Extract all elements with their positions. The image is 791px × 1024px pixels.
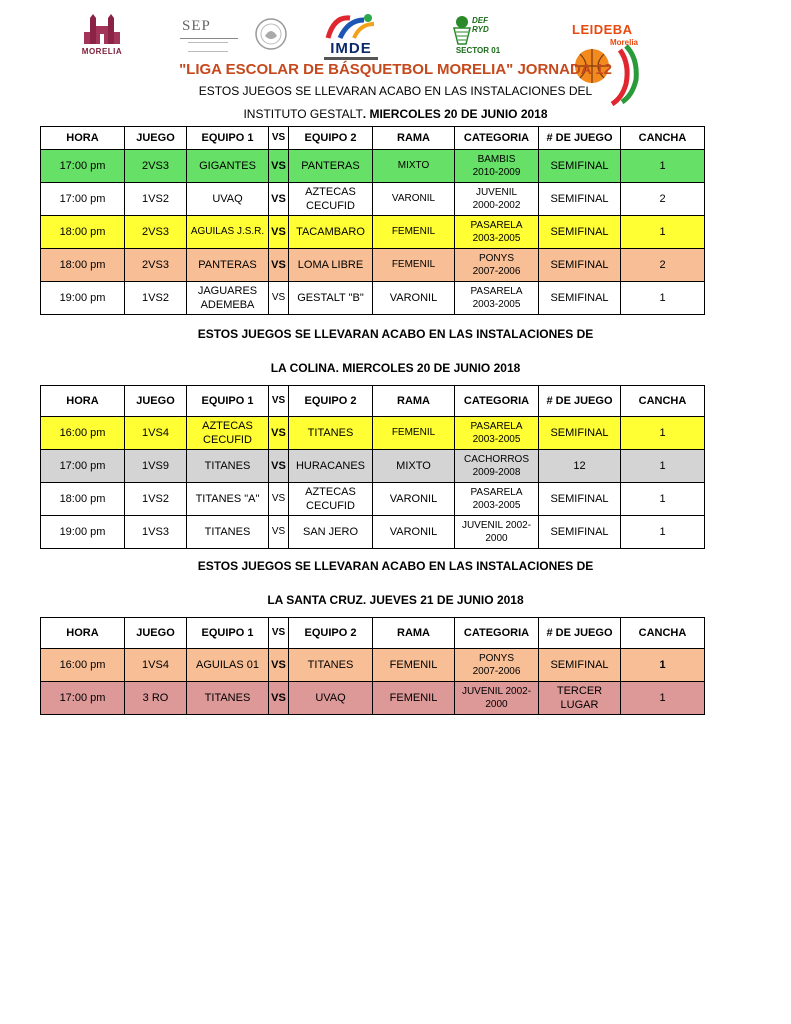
table-cell: 1	[621, 417, 705, 450]
table-row	[41, 516, 705, 549]
table-cell: JUEGO	[125, 618, 187, 649]
table-cell: FEMENIL	[373, 249, 455, 282]
table-cell: CATEGORIA	[455, 386, 539, 417]
table-row	[41, 249, 705, 282]
table-cell: TITANES	[187, 682, 269, 715]
national-seal-icon	[254, 16, 288, 56]
table-cell: # DE JUEGO	[539, 618, 621, 649]
table-cell: 1	[621, 649, 705, 682]
table-cell: 1	[621, 483, 705, 516]
table-cell: JAGUARES ADEMEBA	[187, 282, 269, 315]
table-cell: VS	[269, 516, 289, 549]
table-row	[41, 682, 705, 715]
table-cell: 18:00 pm	[41, 216, 125, 249]
morelia-logo: MORELIA	[76, 14, 128, 62]
venue-heading-colina-2: LA COLINA. MIERCOLES 20 DE JUNIO 2018	[270, 361, 521, 375]
table-cell: 2	[621, 249, 705, 282]
table-cell: AZTECAS CECUFID	[289, 183, 373, 216]
table-cell: 17:00 pm	[41, 150, 125, 183]
table-cell: 17:00 pm	[41, 450, 125, 483]
table-cell: UVAQ	[289, 682, 373, 715]
table-cell: 1VS2	[125, 183, 187, 216]
table-row	[41, 649, 705, 682]
venue-heading-santa-cruz-2: LA SANTA CRUZ. JUEVES 21 DE JUNIO 2018	[267, 593, 524, 607]
table-cell: VS	[269, 618, 289, 649]
table-cell: SEMIFINAL	[539, 417, 621, 450]
table-cell: BAMBIS 2010-2009	[455, 150, 539, 183]
table-cell: VS	[269, 216, 289, 249]
table-cell: MIXTO	[373, 150, 455, 183]
table-cell: FEMENIL	[373, 216, 455, 249]
table-cell: 16:00 pm	[41, 649, 125, 682]
table-cell: AZTECAS CECUFID	[187, 417, 269, 450]
table-cell: 1	[621, 216, 705, 249]
table-cell: 1	[621, 450, 705, 483]
table-cell: TITANES	[289, 417, 373, 450]
table-row	[41, 450, 705, 483]
table-cell: VS	[269, 150, 289, 183]
leideba-logo: LEIDEBA Morelia	[566, 18, 648, 110]
table-cell: # DE JUEGO	[539, 127, 621, 150]
table-cell: FEMENIL	[373, 682, 455, 715]
table-cell: CANCHA	[621, 386, 705, 417]
table-cell: RAMA	[373, 386, 455, 417]
table-cell: VARONIL	[373, 183, 455, 216]
table-cell: UVAQ	[187, 183, 269, 216]
table-cell: HURACANES	[289, 450, 373, 483]
table-cell: LOMA LIBRE	[289, 249, 373, 282]
table-cell: PONYS 2007-2006	[455, 649, 539, 682]
page-title: "LIGA ESCOLAR DE BÁSQUETBOL MORELIA" JORNADA 12	[179, 61, 612, 78]
table-cell: TERCER LUGAR	[539, 682, 621, 715]
table-cell: EQUIPO 2	[289, 618, 373, 649]
table-cell: VS	[269, 183, 289, 216]
table-cell: JUVENIL 2000-2002	[455, 183, 539, 216]
table-cell: EQUIPO 1	[187, 127, 269, 150]
table-cell: VS	[269, 682, 289, 715]
schedule-table-santa-cruz	[40, 617, 705, 715]
table-cell: EQUIPO 2	[289, 386, 373, 417]
table-cell: 19:00 pm	[41, 282, 125, 315]
table-cell: 2VS3	[125, 249, 187, 282]
table-cell: FEMENIL	[373, 417, 455, 450]
table-cell: PASARELA 2003-2005	[455, 417, 539, 450]
table-cell: 17:00 pm	[41, 183, 125, 216]
table-row	[41, 417, 705, 450]
table-cell: 1VS4	[125, 649, 187, 682]
table-cell: 1	[621, 150, 705, 183]
table-cell: # DE JUEGO	[539, 386, 621, 417]
schedule-table-colina	[40, 385, 705, 549]
table-cell: PANTERAS	[289, 150, 373, 183]
table-cell: 19:00 pm	[41, 516, 125, 549]
sector-01-logo: DEF RYD SECTOR 01	[448, 12, 506, 62]
table-cell: 1VS4	[125, 417, 187, 450]
table-cell: HORA	[41, 127, 125, 150]
table-row	[41, 183, 705, 216]
table-cell: TITANES	[187, 516, 269, 549]
schedule-table-gestalt	[40, 126, 705, 315]
table-cell: RAMA	[373, 127, 455, 150]
table-cell: 2	[621, 183, 705, 216]
imde-logo: IMDE	[320, 12, 382, 62]
table-cell: GESTALT "B"	[289, 282, 373, 315]
table-cell: TACAMBARO	[289, 216, 373, 249]
table-cell: EQUIPO 1	[187, 618, 269, 649]
table-cell: EQUIPO 2	[289, 127, 373, 150]
table-cell: VS	[269, 483, 289, 516]
table-cell: HORA	[41, 618, 125, 649]
table-cell: SEMIFINAL	[539, 249, 621, 282]
table-cell: GIGANTES	[187, 150, 269, 183]
table-cell: 1	[621, 516, 705, 549]
table-cell: 1VS3	[125, 516, 187, 549]
table-cell: PANTERAS	[187, 249, 269, 282]
table-cell: TITANES	[187, 450, 269, 483]
table-cell: SAN JERO	[289, 516, 373, 549]
table-row	[41, 150, 705, 183]
table-cell: SEMIFINAL	[539, 483, 621, 516]
table-cell: 12	[539, 450, 621, 483]
table-cell: SEMIFINAL	[539, 150, 621, 183]
table-cell: HORA	[41, 386, 125, 417]
table-cell: 2VS3	[125, 150, 187, 183]
table-cell: 17:00 pm	[41, 682, 125, 715]
table-cell: 18:00 pm	[41, 249, 125, 282]
table-cell: SEMIFINAL	[539, 216, 621, 249]
table-cell: VS	[269, 249, 289, 282]
table-cell: AGUILAS 01	[187, 649, 269, 682]
venue-line-1: ESTOS JUEGOS SE LLEVARAN ACABO EN LAS INSTALACIONES DEL	[198, 84, 593, 98]
table-header	[41, 127, 705, 150]
table-cell: PASARELA 2003-2005	[455, 483, 539, 516]
table-cell: SEMIFINAL	[539, 516, 621, 549]
table-cell: 1VS9	[125, 450, 187, 483]
table-row	[41, 483, 705, 516]
table-cell: 1VS2	[125, 282, 187, 315]
table-cell: PASARELA 2003-2005	[455, 216, 539, 249]
table-cell: 2VS3	[125, 216, 187, 249]
table-cell: JUEGO	[125, 127, 187, 150]
table-cell: RAMA	[373, 618, 455, 649]
table-cell: CANCHA	[621, 127, 705, 150]
venue-heading-santa-cruz-1: ESTOS JUEGOS SE LLEVARAN ACABO EN LAS INSTALACIONES DE	[197, 559, 594, 573]
table-cell: TITANES	[289, 649, 373, 682]
table-cell: VS	[269, 386, 289, 417]
table-cell: VS	[269, 649, 289, 682]
table-cell: 3 RO	[125, 682, 187, 715]
table-header	[41, 386, 705, 417]
table-cell: 1	[621, 682, 705, 715]
table-cell: CACHORROS 2009-2008	[455, 450, 539, 483]
table-cell: JUEGO	[125, 386, 187, 417]
imde-emblem-icon	[320, 12, 382, 40]
table-cell: 16:00 pm	[41, 417, 125, 450]
table-cell: CANCHA	[621, 618, 705, 649]
table-cell: FEMENIL	[373, 649, 455, 682]
table-cell: AZTECAS CECUFID	[289, 483, 373, 516]
table-row	[41, 216, 705, 249]
table-cell: VARONIL	[373, 516, 455, 549]
table-cell: PASARELA 2003-2005	[455, 282, 539, 315]
table-cell: AGUILAS J.S.R.	[187, 216, 269, 249]
table-cell: 1	[621, 282, 705, 315]
table-row	[41, 282, 705, 315]
table-cell: EQUIPO 1	[187, 386, 269, 417]
table-cell: VS	[269, 127, 289, 150]
table-cell: VS	[269, 417, 289, 450]
table-cell: SEMIFINAL	[539, 183, 621, 216]
venue-line-2: INSTITUTO GESTALT. MIERCOLES 20 DE JUNIO 2018	[243, 107, 548, 121]
table-cell: SEMIFINAL	[539, 649, 621, 682]
table-cell: PONYS 2007-2006	[455, 249, 539, 282]
table-cell: TITANES "A"	[187, 483, 269, 516]
venue-heading-colina-1: ESTOS JUEGOS SE LLEVARAN ACABO EN LAS INSTALACIONES DE	[197, 327, 594, 341]
table-cell: 18:00 pm	[41, 483, 125, 516]
table-cell: 1VS2	[125, 483, 187, 516]
table-cell: VARONIL	[373, 282, 455, 315]
table-cell: JUVENIL 2002- 2000	[455, 516, 539, 549]
table-cell: VARONIL	[373, 483, 455, 516]
table-cell: VS	[269, 450, 289, 483]
sep-logo: SEP	[176, 18, 242, 58]
cathedral-icon	[76, 14, 128, 48]
table-cell: MIXTO	[373, 450, 455, 483]
table-cell: SEMIFINAL	[539, 282, 621, 315]
table-header	[41, 618, 705, 649]
table-cell: CATEGORIA	[455, 127, 539, 150]
table-cell: JUVENIL 2002- 2000	[455, 682, 539, 715]
table-cell: CATEGORIA	[455, 618, 539, 649]
table-cell: VS	[269, 282, 289, 315]
